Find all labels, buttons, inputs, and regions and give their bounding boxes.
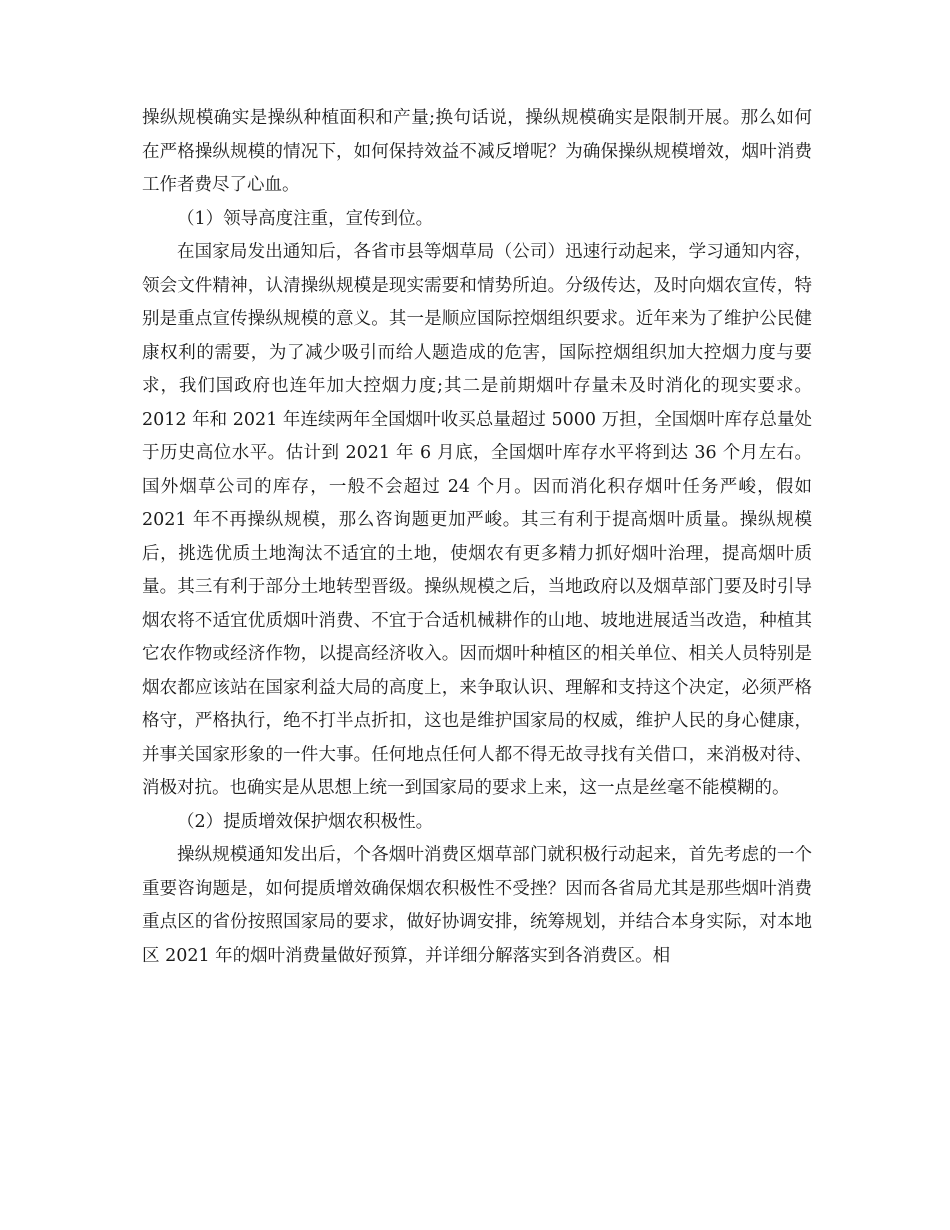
paragraph-section-2-body: 操纵规模通知发出后，个各烟叶消费区烟草部门就积极行动起来，首先考虑的一个重要咨询题是，如何提质增效确保烟农积极性不受挫？因而各省局尤其是那些烟叶消费重点区的省份按照国家局的要求，做好协调安排，统筹规划，并结合本身实际，对本地区 2021 年的烟叶消费量做好预算，并详细分解落实到各消费区。相 bbox=[142, 845, 812, 966]
document-page bbox=[142, 102, 812, 973]
section-heading-2: （2）提质增效保护烟农积极性。 bbox=[177, 811, 434, 832]
section-heading-1: （1）领导高度注重，宣传到位。 bbox=[177, 208, 434, 229]
paragraph-intro: 操纵规模确实是操纵种植面积和产量;换句话说，操纵规模确实是限制开展。那么如何在严格操纵规模的情况下，如何保持效益不减反增呢？为确保操纵规模增效，烟叶消费工作者费尽了心血。 bbox=[142, 108, 812, 195]
paragraph-section-1-body: 在国家局发出通知后，各省市县等烟草局（公司）迅速行动起来，学习通知内容，领会文件精神，认清操纵规模是现实需要和情势所迫。分级传达，及时向烟农宣传，特别是重点宣传操纵规模的意义。其一是顺应国际控烟组织要求。近年来为了维护公民健康权利的需要，为了减少吸引而给人题造成的危害，国际控烟组织加大控烟力度与要求，我们国政府也连年加大控烟力度;其二是前期烟叶存量未及时消化的现实要求。2012 年和 2021 年连续两年全国烟叶收买总量超过 5000 万担，全国烟叶库存总量处于历史高位水平。估计到 2021 年 6 月底，全国烟叶库存水平将到达 36 个月左右。国外烟草公司的库存，一般不会超过 24 个月。因而消化积存烟叶任务严峻，假如 2021 年不再操纵规模，那么咨询题更加严峻。其三有利于提高烟叶质量。操纵规模后，挑选优质土地淘汰不适宜的土地，使烟农有更多精力抓好烟叶治理，提高烟叶质量。其三有利于部分土地转型晋级。操纵规模之后，当地政府以及烟草部门要及时引导烟农将不适宜优质烟叶消费、不宜于合适机械耕作的山地、坡地进展适当改造，种植其它农作物或经济作物，以提高经济收入。因而烟叶种植区的相关单位、相关人员特别是烟农都应该站在国家利益大局的高度上，来争取认识、理解和支持这个决定，必须严格格守，严格执行，绝不打半点折扣，这也是维护国家局的权威，维护人民的身心健康，并事关国家形象的一件大事。任何地点任何人都不得无故寻找有关借口，来消极对待、消极对抗。也确实是从思想上统一到国家局的要求上来，这一点是丝毫不能模糊的。 bbox=[142, 242, 812, 798]
